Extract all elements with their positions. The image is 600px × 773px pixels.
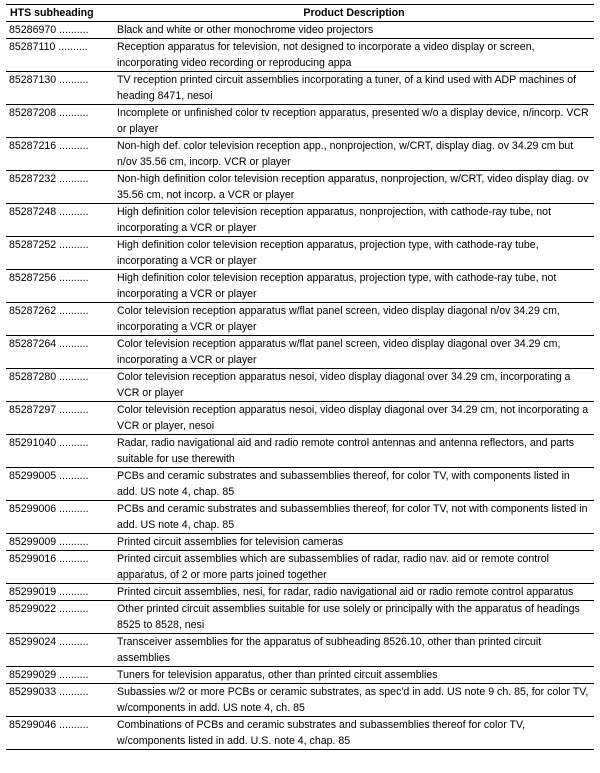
hts-code: 85287262 .......... <box>6 303 114 336</box>
table-row <box>6 601 594 634</box>
table-row <box>6 369 594 402</box>
hts-code: 85299024 .......... <box>6 634 114 667</box>
product-description: Printed circuit assemblies which are subassemblies of radar, radio nav. aid or remote control apparatus, of 2 or more parts joined together <box>114 551 594 584</box>
product-description: Color television reception apparatus w/flat panel screen, video display diagonal over 34.29 cm, incorporating a VCR or player <box>114 336 594 369</box>
product-description: TV reception printed circuit assemblies incorporating a tuner, of a kind used with ADP machines of heading 8471, nesoi <box>114 72 594 105</box>
table-row <box>6 551 594 584</box>
table-row <box>6 468 594 501</box>
product-description: Reception apparatus for television, not designed to incorporate a video display or screen, incorporating video recording or reproducing appa <box>114 39 594 72</box>
product-description: High definition color television reception apparatus, projection type, with cathode-ray tube, not incorporating a VCR or player <box>114 270 594 303</box>
product-description: Printed circuit assemblies for television cameras <box>114 534 594 551</box>
hts-code: 85299009 .......... <box>6 534 114 551</box>
hts-code: 85287248 .......... <box>6 204 114 237</box>
hts-code: 85299022 .......... <box>6 601 114 634</box>
hts-code: 85299033 .......... <box>6 684 114 717</box>
product-description: Radar, radio navigational aid and radio remote control antennas and antenna reflectors, and parts suitable for use therewith <box>114 435 594 468</box>
hts-code: 85299005 .......... <box>6 468 114 501</box>
header-product-description: Product Description <box>114 5 594 22</box>
hts-code: 85287208 .......... <box>6 105 114 138</box>
table-row <box>6 72 594 105</box>
hts-code: 85291040 .......... <box>6 435 114 468</box>
table-row <box>6 402 594 435</box>
table-row <box>6 303 594 336</box>
table-row <box>6 171 594 204</box>
hts-code: 85299046 .......... <box>6 717 114 750</box>
hts-code: 85286970 .......... <box>6 22 114 39</box>
product-description: Non-high def. color television reception app., nonprojection, w/CRT, display diag. ov 34.29 cm but n/ov 35.56 cm, incorp. VCR or player <box>114 138 594 171</box>
product-description: Combinations of PCBs and ceramic substrates and subassemblies thereof for color TV, w/components listed in add. U.S. note 4, chap. 85 <box>114 717 594 750</box>
product-description: Color television reception apparatus nesoi, video display diagonal over 34.29 cm, incorporating a VCR or player <box>114 369 594 402</box>
table-row <box>6 138 594 171</box>
table-row <box>6 684 594 717</box>
hts-code: 85287232 .......... <box>6 171 114 204</box>
table-row <box>6 270 594 303</box>
product-description: Color television reception apparatus w/flat panel screen, video display diagonal n/ov 34.29 cm, incorporating a VCR or player <box>114 303 594 336</box>
product-description: High definition color television reception apparatus, projection type, with cathode-ray tube, incorporating a VCR or player <box>114 237 594 270</box>
hts-table <box>6 4 594 750</box>
hts-code: 85299019 .......... <box>6 584 114 601</box>
product-description: Incomplete or unfinished color tv reception apparatus, presented w/o a display device, n/incorp. VCR or player <box>114 105 594 138</box>
product-description: Black and white or other monochrome video projectors <box>114 22 594 39</box>
hts-code: 85287216 .......... <box>6 138 114 171</box>
product-description: Transceiver assemblies for the apparatus of subheading 8526.10, other than printed circuit assemblies <box>114 634 594 667</box>
hts-code: 85287297 .......... <box>6 402 114 435</box>
product-description: Non-high definition color television reception apparatus, nonprojection, w/CRT, video display diag. ov 35.56 cm, not incorp. a VCR or player <box>114 171 594 204</box>
table-row <box>6 717 594 750</box>
hts-code: 85287264 .......... <box>6 336 114 369</box>
table-row <box>6 534 594 551</box>
table-row <box>6 105 594 138</box>
table-row <box>6 584 594 601</box>
product-description: Color television reception apparatus nesoi, video display diagonal over 34.29 cm, not incorporating a VCR or player, nesoi <box>114 402 594 435</box>
product-description: PCBs and ceramic substrates and subassemblies thereof, for color TV, with components listed in add. US note 4, chap. 85 <box>114 468 594 501</box>
hts-code: 85287256 .......... <box>6 270 114 303</box>
table-row <box>6 634 594 667</box>
product-description: Printed circuit assemblies, nesi, for radar, radio navigational aid or radio remote control apparatus <box>114 584 594 601</box>
product-description: PCBs and ceramic substrates and subassemblies thereof, for color TV, not with components listed in add. US note 4, chap. 85 <box>114 501 594 534</box>
product-description: High definition color television reception apparatus, nonprojection, with cathode-ray tube, not incorporating a VCR or player <box>114 204 594 237</box>
product-description: Tuners for television apparatus, other than printed circuit assemblies <box>114 667 594 684</box>
header-hts-subheading: HTS subheading <box>6 5 114 22</box>
table-row <box>6 667 594 684</box>
table-row <box>6 22 594 39</box>
hts-code: 85287110 .......... <box>6 39 114 72</box>
table-row <box>6 39 594 72</box>
hts-code: 85287252 .......... <box>6 237 114 270</box>
table-row <box>6 237 594 270</box>
header-row <box>6 5 594 22</box>
table-row <box>6 204 594 237</box>
product-description: Other printed circuit assemblies suitable for use solely or principally with the apparatus of headings 8525 to 8528, nesi <box>114 601 594 634</box>
table-row <box>6 336 594 369</box>
hts-code: 85287280 .......... <box>6 369 114 402</box>
hts-code: 85287130 .......... <box>6 72 114 105</box>
product-description: Subassies w/2 or more PCBs or ceramic substrates, as spec'd in add. US note 9 ch. 85, for color TV, w/components in add. US note 4, ch. 85 <box>114 684 594 717</box>
table-row <box>6 501 594 534</box>
hts-code: 85299016 .......... <box>6 551 114 584</box>
hts-code: 85299006 .......... <box>6 501 114 534</box>
table-row <box>6 435 594 468</box>
hts-code: 85299029 .......... <box>6 667 114 684</box>
